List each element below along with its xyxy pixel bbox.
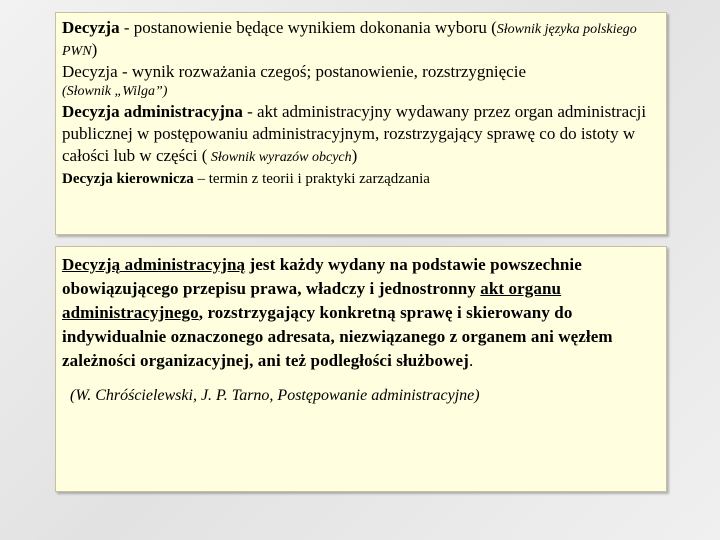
definition-1-close: ) bbox=[91, 40, 98, 59]
definition-4 bbox=[62, 169, 660, 189]
definition-1 bbox=[62, 17, 660, 61]
definitions-box bbox=[55, 12, 667, 235]
definition-3-source: Słownik wyrazów obcych bbox=[207, 150, 352, 165]
definition-3-text: - akt administracyjny wydawany przez organ administracji publicznej w postępowaniu administracyjnym, rozstrzygający sprawę co do istoty w całości lub w części ( bbox=[62, 102, 647, 165]
definition-1-term: Decyzja bbox=[62, 18, 120, 37]
main-definition-box bbox=[55, 246, 667, 492]
definition-2-text: - wynik rozważania czegoś; postanowienie, rozstrzygnięcie bbox=[117, 62, 526, 81]
main-definition bbox=[62, 253, 660, 373]
definition-2 bbox=[62, 61, 660, 83]
main-definition-part2: , rozstrzygający konkretną sprawę i skierowany do indywidualnie oznaczonego adresata, niezwiązanego z organem ani węzłem zależności organizacyjnej, ani też podległości służbowej bbox=[62, 303, 613, 370]
main-definition-part1: jest każdy wydany na podstawie powszechnie obowiązującego przepisu prawa, władczy i jednostronny bbox=[62, 255, 582, 298]
definition-3-term: Decyzja administracyjna bbox=[62, 102, 243, 121]
definition-4-text: – termin z teorii i praktyki zarządzania bbox=[193, 171, 430, 187]
main-definition-term: Decyzją administracyjną bbox=[62, 255, 246, 274]
definition-3 bbox=[62, 101, 660, 167]
citation: (W. Chróścielewski, J. P. Tarno, Postępowanie administracyjne) bbox=[70, 387, 480, 404]
definition-1-source: Słownik języka polskiego PWN bbox=[62, 22, 637, 59]
main-definition-organ: akt organu administracyjnego bbox=[62, 279, 562, 322]
main-definition-end: . bbox=[468, 351, 474, 370]
definition-2-term: Decyzja bbox=[62, 62, 118, 81]
definition-1-text: - postanowienie będące wynikiem dokonania wyboru ( bbox=[119, 18, 497, 37]
definition-3-close: ) bbox=[351, 146, 358, 165]
definition-4-term: Decyzja kierownicza bbox=[62, 171, 194, 187]
definition-2-source: (Słownik „Wilga”) bbox=[62, 84, 168, 99]
